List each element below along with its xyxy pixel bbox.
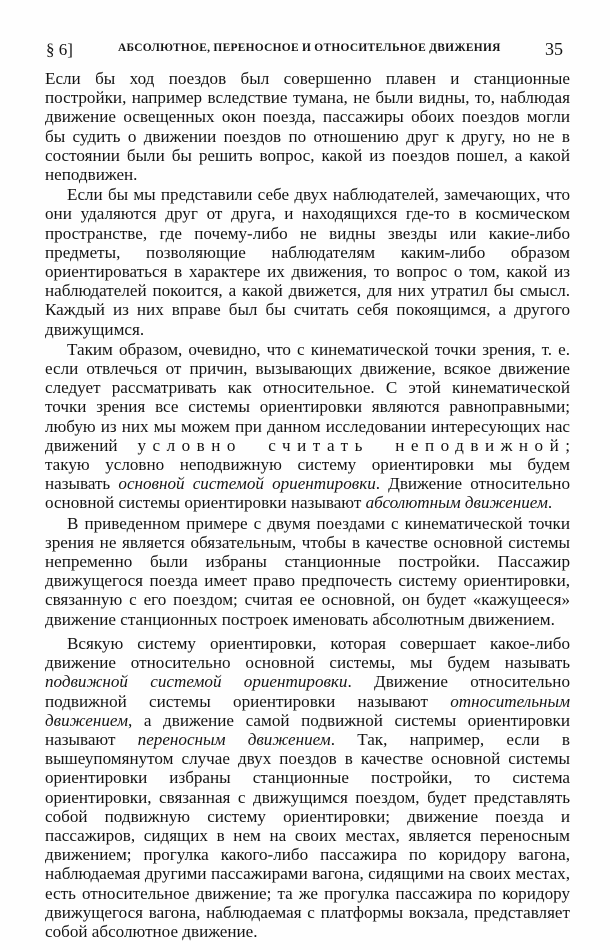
paragraph-5-text-c: , а движение самой подвижной системы ориентировки называют [45,710,570,749]
running-header [46,39,563,61]
paragraph-5-text-b: . Движение относительно подвижной системы ориентировки называют [45,672,570,711]
term-base-frame: основной системой ориентировки [118,474,376,494]
paragraph-1: Если бы ход поездов был совершенно плавен и станционные постройки, например вследствие тумана, не были видны, то, наблюдая движение освещенных окон поезда, пассажиры обоих поездов могли бы судить о движении поездов по отношению друг к другу, но не в состоянии были бы решить вопрос, какой из поездов пошел, а какой неподвижен. [45,69,570,185]
paragraph-3-text-c: . Движение относительно основной системы ориентировки называют [45,474,570,513]
paragraph-5 [45,634,570,941]
paragraph-5-text-d: . Так, например, если в вышеупомянутом случае двух поездов в качестве основной системы ориентировки избраны станционные постройки, то система ориентировки, связанная с движущимся поездом, будет представлять собой подвижную систему ориентировки; движение поезда и пассажиров, сидящих в нем на своих местах, является переносным движением; прогулка какого-либо пассажира по коридору вагона, наблюдаемая другими пассажирами вагона, сидящими на своих местах, есть относительное движение; та же прогулка пассажира по коридору движущегося вагона, наблюдаемая с платформы вокзала, представляет собой абсолютное движение. [45,729,570,941]
page-number: 35 [545,39,563,59]
paragraph-4: В приведенном примере с двумя поездами с кинематической точки зрения не является обязательным, чтобы в качестве основной системы непременно были избраны станционные постройки. Пассажир движущегося поезда имеет право предпочесть систему ориентировки, связанную с его поездом; считая ее основной, он будет «кажущееся» движение станционных построек именовать абсолютным движением. [45,513,570,629]
page-body [45,69,570,941]
paragraph-3 [45,340,570,513]
term-transport-motion: переносным движением [137,729,331,749]
paragraph-2: Если бы мы представили себе двух наблюдателей, замечающих, что они удаляются друг от друга, и находящихся где-то в космическом пространстве, где почему-либо не видны звезды или какие-либо предметы, позволяющие наблюдателям каким-либо образом ориентироваться в характере их движения, то вопрос о том, какой из наблюдателей покоится, а какой движется, для них утратил бы смысл. Каждый из них вправе был бы считать себя покоящимся, а другого движущимся. [45,185,570,339]
paragraph-5-text-a: Всякую систему ориентировки, которая совершает какое-либо движение относительно основной системы, мы будем называть [45,633,570,673]
spaced-emphasis: условно считать неподвижной [137,435,566,455]
running-title: АБСОЛЮТНОЕ, ПЕРЕНОСНОЕ И ОТНОСИТЕЛЬНОЕ ДВИЖЕНИЯ [118,42,501,54]
term-absolute-motion: абсолютным движением [365,493,548,513]
paragraph-3-text-b: ; такую условно неподвижную систему ориентировки мы будем называть [45,435,571,494]
paragraph-3-text-d: . [547,493,553,513]
section-marker: § 6] [46,40,73,59]
paragraph-3-text-a: Таким образом, очевидно, что с кинематической точки зрения, т. е. если отвлечься от причин, вызывающих движение, всякое движение следует рассматривать как относительное. С этой кинематической точки зрения все системы ориентировки являются равноправными; любую из них мы можем при данном исследовании интересующих нас движений [45,339,570,455]
term-moving-frame: подвижной системой ориентировки [45,672,348,692]
term-relative-motion: относительным движением [45,691,571,730]
